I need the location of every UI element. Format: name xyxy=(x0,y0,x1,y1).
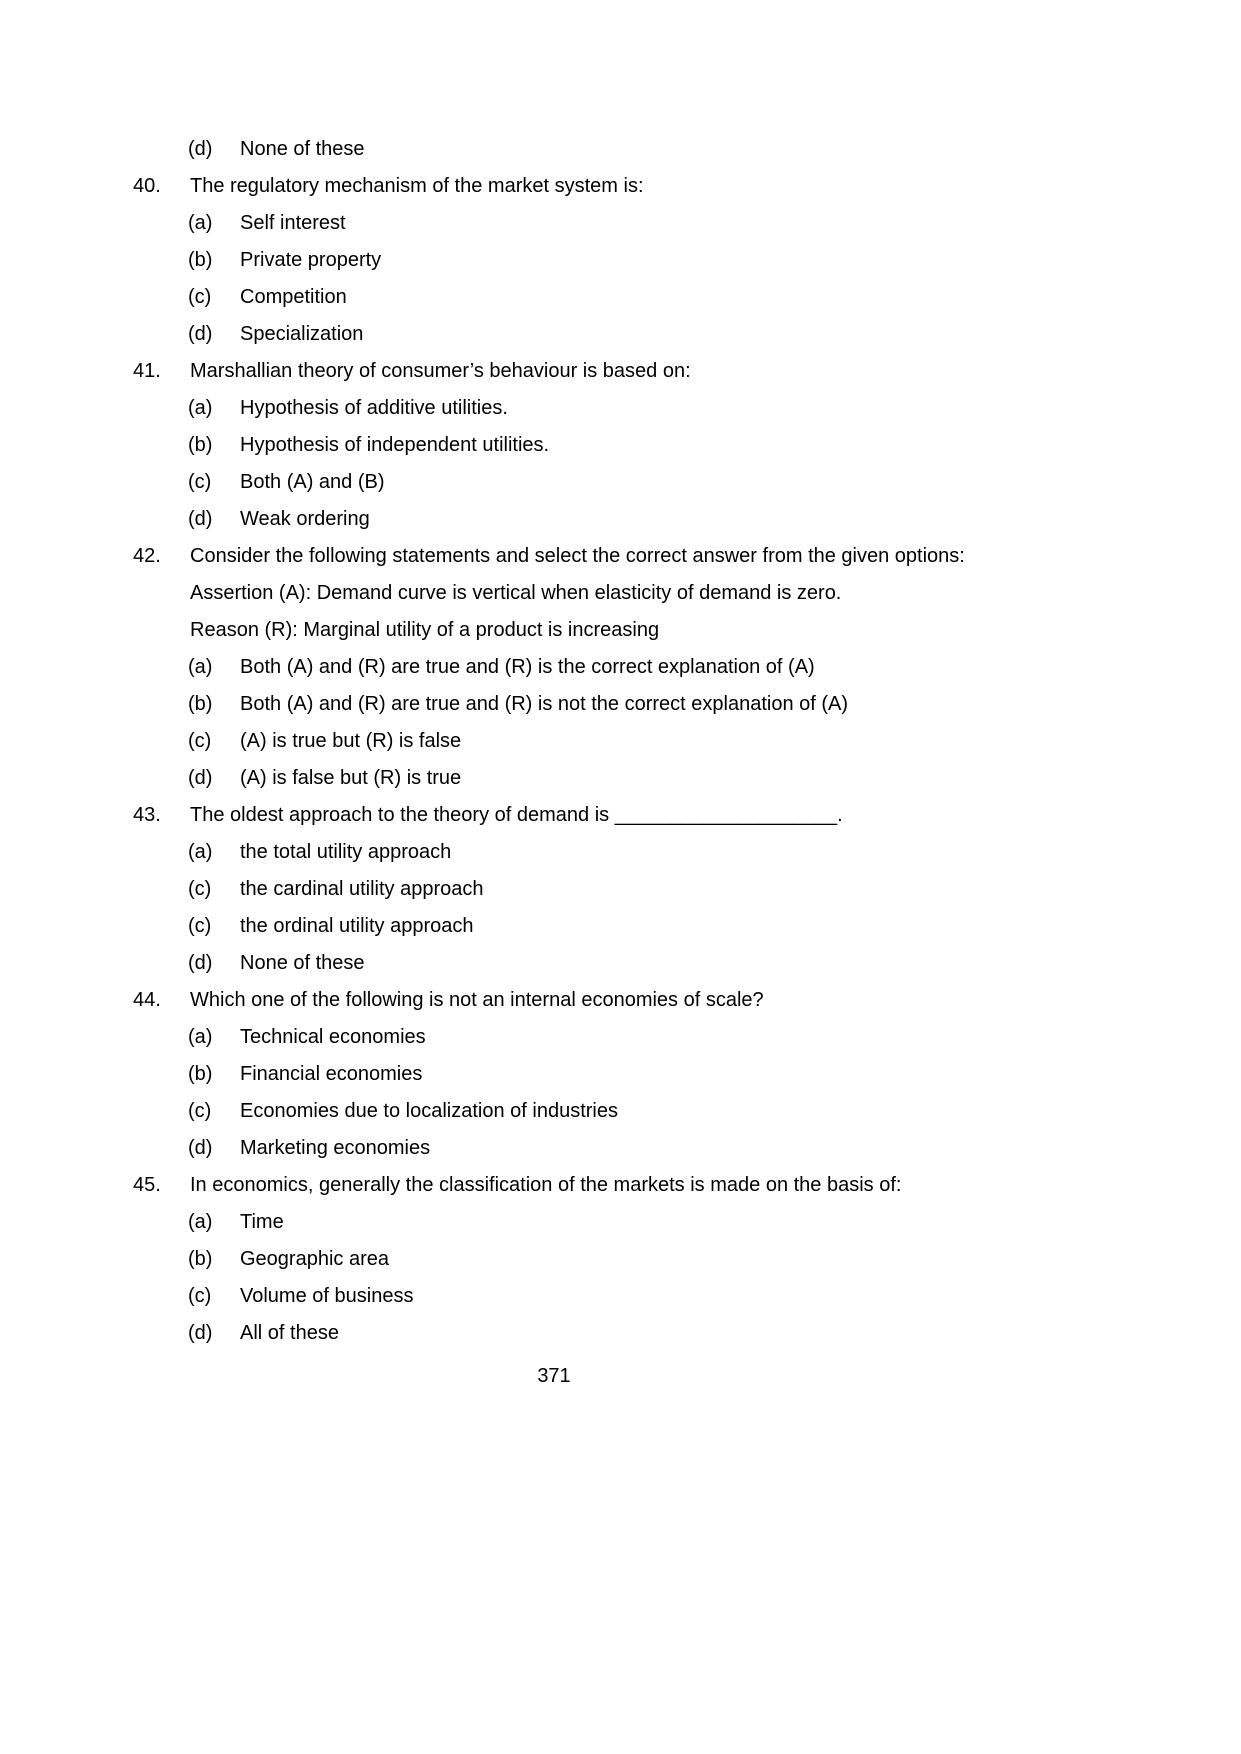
option-row xyxy=(188,913,975,940)
option-row xyxy=(188,469,975,496)
option-text: Both (A) and (R) are true and (R) is not the correct explanation of (A) xyxy=(240,693,849,715)
question-text: The regulatory mechanism of the market system is: xyxy=(190,175,644,197)
option-row xyxy=(188,284,975,311)
option-label: (b) xyxy=(188,249,213,271)
question-number: 41. xyxy=(133,360,161,382)
option-text: (A) is true but (R) is false xyxy=(240,730,462,752)
option-row xyxy=(188,395,975,422)
option-text: Geographic area xyxy=(240,1248,389,1270)
option-text: None of these xyxy=(240,952,365,974)
option-text: Volume of business xyxy=(240,1285,414,1307)
question-text: In economics, generally the classification of the markets is made on the basis of: xyxy=(190,1174,902,1196)
option-text: (A) is false but (R) is true xyxy=(240,767,462,789)
question-43 xyxy=(133,802,975,977)
option-label: (a) xyxy=(188,212,213,234)
question-text: Which one of the following is not an internal economies of scale? xyxy=(190,989,764,1011)
option-row xyxy=(188,765,975,792)
option-text: Both (A) and (R) are true and (R) is the correct explanation of (A) xyxy=(240,656,815,678)
option-label: (a) xyxy=(188,841,213,863)
option-label: (d) xyxy=(188,952,213,974)
option-row xyxy=(188,506,975,533)
question-number: 42. xyxy=(133,545,161,567)
option-label: (d) xyxy=(188,323,213,345)
option-row xyxy=(188,210,975,237)
option-row xyxy=(188,1061,975,1088)
option-label: (a) xyxy=(188,1211,213,1233)
question-42 xyxy=(133,543,975,792)
option-text: None of these xyxy=(240,138,365,160)
option-row xyxy=(188,247,975,274)
option-text: Hypothesis of additive utilities. xyxy=(240,397,508,419)
option-text: Specialization xyxy=(240,323,364,345)
option-label: (b) xyxy=(188,434,213,456)
option-text: the cardinal utility approach xyxy=(240,878,484,900)
question-text: Marshallian theory of consumer’s behaviour is based on: xyxy=(190,360,691,382)
option-label: (c) xyxy=(188,878,212,900)
option-text: Competition xyxy=(240,286,347,308)
option-label: (c) xyxy=(188,1100,212,1122)
option-row xyxy=(188,728,975,755)
question-44 xyxy=(133,987,975,1162)
option-row xyxy=(188,654,975,681)
option-row xyxy=(188,1283,975,1310)
option-text: the ordinal utility approach xyxy=(240,915,474,937)
option-label: (c) xyxy=(188,471,212,493)
option-row xyxy=(188,691,975,718)
option-row xyxy=(188,1209,975,1236)
option-row xyxy=(188,1098,975,1125)
question-number: 44. xyxy=(133,989,161,1011)
option-label: (c) xyxy=(188,730,212,752)
option-label: (d) xyxy=(188,1322,213,1344)
option-label: (c) xyxy=(188,915,212,937)
option-label: (b) xyxy=(188,1063,213,1085)
option-row xyxy=(188,432,975,459)
option-text: Private property xyxy=(240,249,382,271)
question-45 xyxy=(133,1172,975,1347)
option-label: (a) xyxy=(188,656,213,678)
question-text: The oldest approach to the theory of demand is ____________________. xyxy=(190,804,843,826)
option-text: All of these xyxy=(240,1322,339,1344)
option-row xyxy=(188,1246,975,1273)
option-text: Time xyxy=(240,1211,284,1233)
option-row xyxy=(188,950,975,977)
option-row xyxy=(188,136,975,163)
option-text: Economies due to localization of industries xyxy=(240,1100,618,1122)
option-row xyxy=(188,839,975,866)
option-text: Self interest xyxy=(240,212,346,234)
option-label: (d) xyxy=(188,508,213,530)
option-label: (a) xyxy=(188,397,213,419)
option-label: (d) xyxy=(188,138,213,160)
option-label: (d) xyxy=(188,767,213,789)
option-label: (b) xyxy=(188,1248,213,1270)
option-label: (a) xyxy=(188,1026,213,1048)
option-row xyxy=(188,1135,975,1162)
option-label: (c) xyxy=(188,286,212,308)
option-text: Hypothesis of independent utilities. xyxy=(240,434,550,456)
page-number: 371 xyxy=(537,1365,571,1387)
question-41 xyxy=(133,358,975,533)
option-text: Both (A) and (B) xyxy=(240,471,385,493)
option-text: Technical economies xyxy=(240,1026,426,1048)
question-text: Consider the following statements and select the correct answer from the given options: xyxy=(190,545,965,567)
assertion-statement: Assertion (A): Demand curve is vertical when elasticity of demand is zero. xyxy=(190,582,842,604)
question-number: 45. xyxy=(133,1174,161,1196)
option-label: (c) xyxy=(188,1285,212,1307)
reason-statement: Reason (R): Marginal utility of a product is increasing xyxy=(190,619,660,641)
option-text: Weak ordering xyxy=(240,508,370,530)
option-label: (d) xyxy=(188,1137,213,1159)
option-row xyxy=(188,876,975,903)
option-text: Marketing economies xyxy=(240,1137,431,1159)
question-number: 43. xyxy=(133,804,161,826)
question-40 xyxy=(133,173,975,348)
option-text: the total utility approach xyxy=(240,841,452,863)
option-row xyxy=(188,321,975,348)
option-label: (b) xyxy=(188,693,213,715)
question-number: 40. xyxy=(133,175,161,197)
option-row xyxy=(188,1024,975,1051)
option-text: Financial economies xyxy=(240,1063,423,1085)
option-row xyxy=(188,1320,975,1347)
